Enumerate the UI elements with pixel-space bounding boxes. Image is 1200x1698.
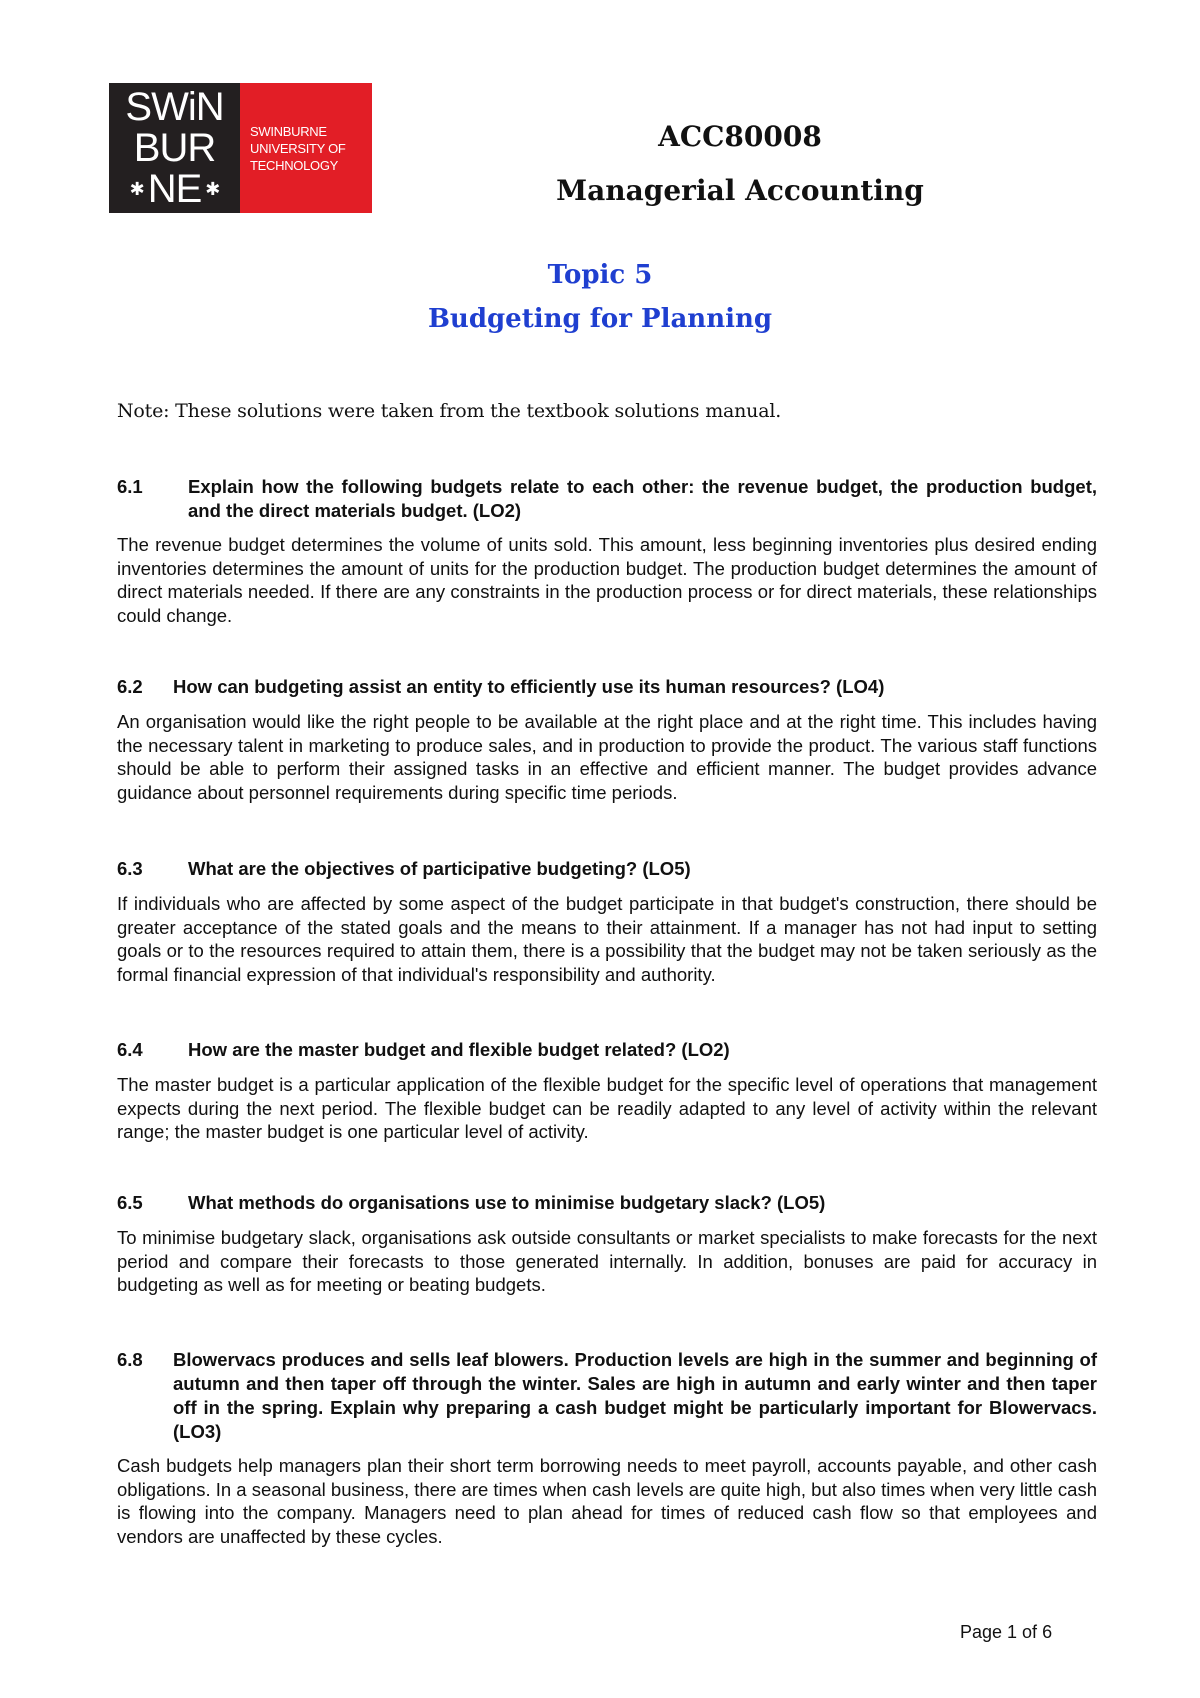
question-text: Explain how the following budgets relate to each other: the revenue budget, the production budget, and the direct materials budget. (LO2) [188,476,1097,521]
course-name: Managerial Accounting [556,174,924,207]
question-6-4 [117,1038,1097,1062]
logo-mark-line: SWiN [125,85,224,129]
logo-dot-icon: ✱ [129,179,144,199]
answer-6-5: To minimise budgetary slack, organisations ask outside consultants or market specialists to make forecasts for the next period and compare their forecasts to those generated internally. In addition, bonuses are paid for accuracy in budgeting as well as for meeting or beating budgets. [117,1227,1097,1295]
course-code: ACC80008 [658,120,822,153]
question-6-5 [117,1191,1097,1215]
logo-wordmark-line: SWINBURNE [250,123,327,139]
note-text: Note: These solutions were taken from the textbook solutions manual. [117,400,782,422]
question-text: What are the objectives of participative budgeting? (LO5) [188,858,691,879]
logo-wordmark-line: UNIVERSITY OF [250,140,346,156]
logo-wordmark-line: TECHNOLOGY [250,157,339,173]
question-text: How are the master budget and flexible budget related? (LO2) [188,1039,730,1060]
topic-number: Topic 5 [547,260,653,290]
question-number: 6.4 [117,1039,143,1060]
question-number: 6.2 [117,676,143,697]
university-logo [109,83,372,213]
question-6-1 [117,475,1097,523]
page-number: Page 1 of 6 [960,1622,1053,1642]
question-text: What methods do organisations use to minimise budgetary slack? (LO5) [188,1192,826,1213]
question-6-3 [117,857,1097,881]
logo-wordmark [240,83,372,213]
question-number: 6.5 [117,1192,143,1213]
answer-6-1: The revenue budget determines the volume of units sold. This amount, less beginning inventories plus desired ending inventories determines the amount of units for the production budget. The production budget determines the amount of direct materials needed. If there are any constraints in the production process or for direct materials, these relationships could change. [117,534,1097,626]
question-6-8 [117,1348,1097,1444]
question-text: Blowervacs produces and sells leaf blowers. Production levels are high in the summer and beginning of autumn and then taper off through the winter. Sales are high in autumn and early winter and then taper off in the spring. Explain why preparing a cash budget might be particularly important for Blowervacs. (LO3) [173,1349,1097,1442]
question-number: 6.1 [117,476,143,497]
question-number: 6.3 [117,858,143,879]
question-text: How can budgeting assist an entity to efficiently use its human resources? (LO4) [173,676,885,697]
logo-mark-line-text: NE [147,167,202,211]
answer-6-3: If individuals who are affected by some aspect of the budget participate in that budget's construction, there should be greater acceptance of the stated goals and the means to their attainment. If a manager has not had input to setting goals or to the resources required to attain them, there is a possibility that the budget may not be taken seriously as the formal financial expression of that individual's responsibility and authority. [117,893,1097,985]
logo-dot-icon: ✱ [205,179,220,199]
answer-6-4: The master budget is a particular application of the flexible budget for the specific level of operations that management expects during the next period. The flexible budget can be readily adapted to any level of activity within the relevant range; the master budget is one particular level of activity. [117,1074,1097,1142]
topic-title: Budgeting for Planning [427,304,773,334]
question-number: 6.8 [117,1349,143,1370]
logo-mark-line [126,169,224,210]
question-6-2 [117,675,1097,699]
answer-6-8: Cash budgets help managers plan their short term borrowing needs to meet payroll, accounts payable, and other cash obligations. In a seasonal business, there are times when cash levels are quite high, but also times when very little cash is flowing into the company. Managers need to plan ahead for times of reduced cash flow so that employees and vendors are unaffected by these cycles. [117,1455,1098,1547]
logo-mark [109,83,240,213]
logo-mark-line: BUR [133,126,216,170]
answer-6-2: An organisation would like the right people to be available at the right place and at the right time. This includes having the necessary talent in marketing to produce sales, and in production to provide the product. The various staff functions should be able to perform their assigned tasks in an effective and efficient manner. The budget provides advance guidance about personnel requirements during specific time periods. [117,711,1097,803]
